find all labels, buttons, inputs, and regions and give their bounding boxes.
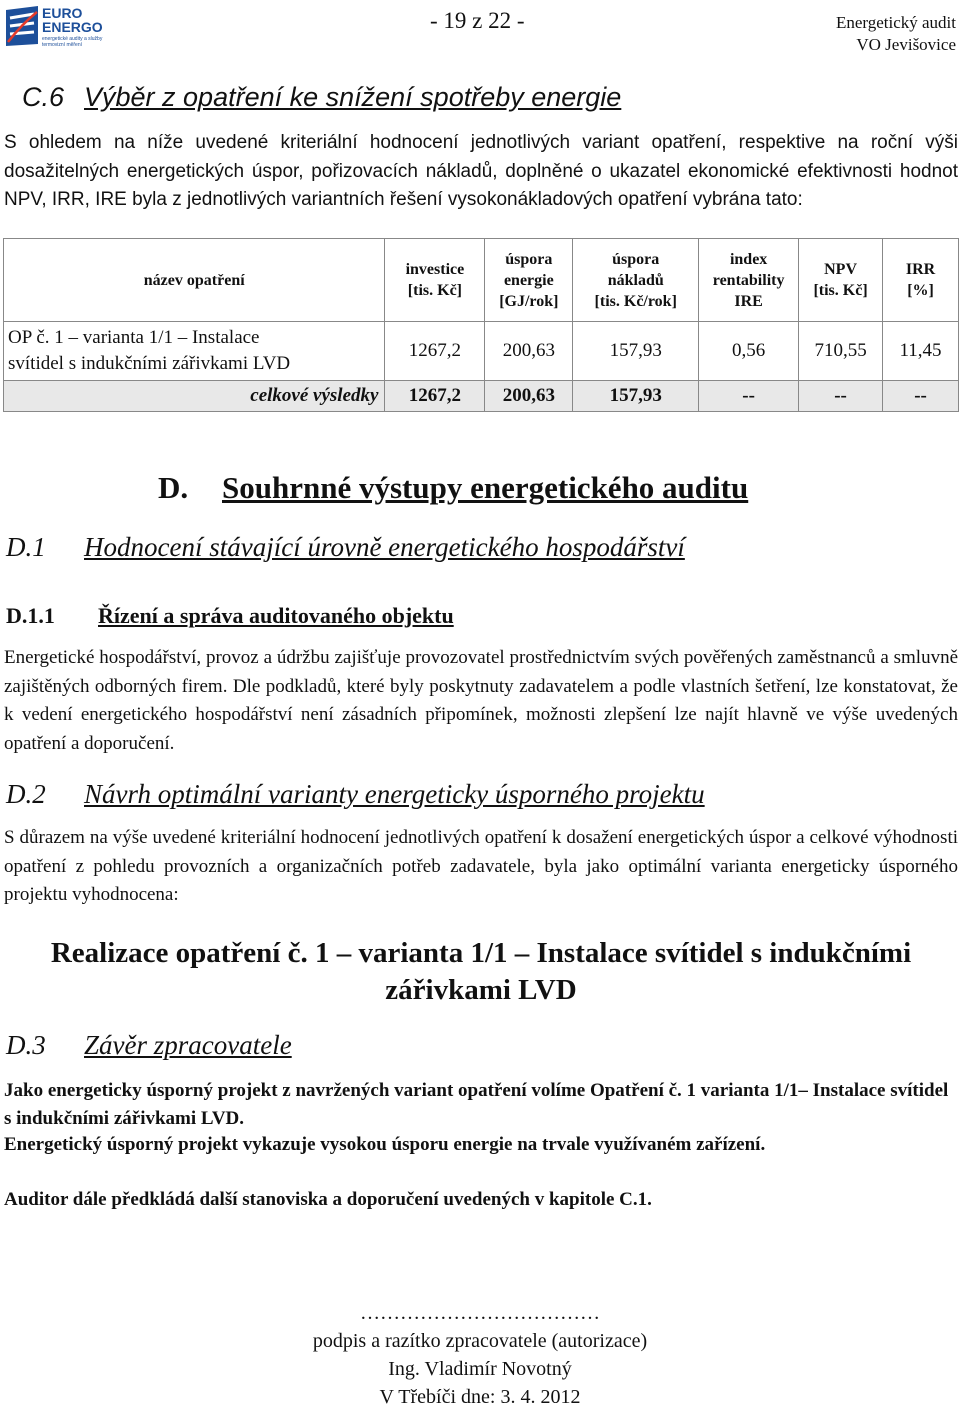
col-header-name: název opatření bbox=[4, 239, 385, 322]
section-title: Výběr z opatření ke snížení spotřeby energie bbox=[84, 82, 622, 112]
section-number: D.2 bbox=[6, 779, 46, 809]
section-number: C.6 bbox=[22, 82, 65, 112]
col-header-irr: IRR [%] bbox=[883, 239, 959, 322]
doc-subject: VO Jevišovice bbox=[856, 35, 956, 54]
d3-paragraph-3: Auditor dále předkládá další stanoviska a doporučení uvedených v kapitole C.1. bbox=[4, 1189, 652, 1210]
d3-paragraph-1: Jako energeticky úsporný projekt z navržených variant opatření volíme Opatření č. 1 varianta 1/1– Instalace svítidel s indukčními zářivkami LVD. bbox=[4, 1080, 949, 1129]
signature-label: podpis a razítko zpracovatele (autorizace) bbox=[312, 1330, 648, 1352]
header-right bbox=[836, 12, 956, 56]
selected-variant-line2: zářivkami LVD bbox=[385, 974, 577, 1006]
section-number: D.3 bbox=[6, 1030, 46, 1060]
section-d11-heading bbox=[6, 603, 454, 629]
total-irr: -- bbox=[883, 381, 959, 412]
selected-variant-line1: Realizace opatření č. 1 – varianta 1/1 – Instalace svítidel s indukčními bbox=[50, 937, 912, 969]
col-header-uspora-energie: úspora energie [GJ/rok] bbox=[485, 239, 573, 322]
section-title: Hodnocení stávající úrovně energetického hospodářství bbox=[84, 532, 685, 562]
table-header-row bbox=[4, 239, 959, 322]
section-c6-paragraph: S ohledem na níže uvedené kriteriální hodnocení jednotlivých variant opatření, respektive na roční výši dosažitelných energetických úspor, pořizovacích nákladů, doplněné o ukazatel ekonomické efektivnosti hodnot NPV, IRR, IRE byla z jednotlivých variantních řešení vysokonákladových opatření vybrána tato: bbox=[4, 132, 958, 210]
page-number: - 19 z 22 - bbox=[430, 8, 525, 33]
total-label: celkové výsledky bbox=[4, 381, 385, 412]
section-d-heading bbox=[158, 470, 748, 506]
cell-ire: 0,56 bbox=[699, 322, 799, 381]
cell-uspora-energie: 200,63 bbox=[485, 322, 573, 381]
selected-variant bbox=[4, 935, 958, 1009]
logo-tagline1: energetické audity a služby bbox=[42, 36, 103, 42]
section-number: D.1 bbox=[6, 532, 46, 562]
logo-line2: ENERGO bbox=[42, 19, 103, 35]
section-d2-heading bbox=[6, 779, 705, 810]
logo-tagline2: termovizní měření bbox=[42, 42, 83, 48]
section-d11-paragraph: Energetické hospodářství, provoz a údržbu zajišťuje provozovatel prostřednictvím svých pověřených zaměstnanců a smluvně zajištěných odborných firem. Dle podkladů, které byly poskytnuty zadavatelem a podle vlastních šetření, lze konstatovat, že k vedení energetického hospodářství není zásadních připomínek, možnosti zlepšení lze najít hlavně ve výše uvedených opatření a doporučení. bbox=[4, 647, 958, 754]
section-c6-heading bbox=[22, 82, 621, 113]
col-header-ire: index rentability IRE bbox=[699, 239, 799, 322]
d3-paragraph-2: Energetický úsporný projekt vykazuje vysokou úsporu energie na trvale využívaném zařízení. bbox=[4, 1134, 766, 1155]
section-number: D. bbox=[158, 470, 189, 505]
section-d1-heading bbox=[6, 532, 685, 563]
euroenergo-logo bbox=[4, 4, 122, 48]
col-header-uspora-nakladu: úspora nákladů [tis. Kč/rok] bbox=[573, 239, 699, 322]
total-investice: 1267,2 bbox=[385, 381, 485, 412]
doc-title: Energetický audit bbox=[835, 13, 956, 32]
col-header-investice: investice [tis. Kč] bbox=[385, 239, 485, 322]
cell-uspora-nakladu: 157,93 bbox=[573, 322, 699, 381]
section-number: D.1.1 bbox=[6, 603, 55, 628]
section-title: Návrh optimální varianty energeticky úsporného projektu bbox=[84, 779, 705, 809]
logo-line1: EURO bbox=[42, 5, 83, 21]
total-uspora-nakladu: 157,93 bbox=[573, 381, 699, 412]
section-title: Řízení a správa auditovaného objektu bbox=[98, 603, 454, 628]
total-npv: -- bbox=[799, 381, 883, 412]
table-row bbox=[4, 322, 959, 381]
cell-investice: 1267,2 bbox=[385, 322, 485, 381]
cell-npv: 710,55 bbox=[799, 322, 883, 381]
cell-irr: 11,45 bbox=[883, 322, 959, 381]
total-uspora-energie: 200,63 bbox=[485, 381, 573, 412]
signature-line: ……………………………… bbox=[360, 1302, 600, 1324]
author-name: Ing. Vladimír Novotný bbox=[388, 1358, 572, 1380]
col-header-npv: NPV [tis. Kč] bbox=[799, 239, 883, 322]
section-d2-paragraph: S důrazem na výše uvedené kriteriální hodnocení jednotlivých opatření k dosažení energetických úspor a celkové výhodnosti opatření z pohledu provozních a organizačních potřeb zadavatele, byla jako optimální varianta energeticky úsporného projektu vyhodnocena: bbox=[4, 827, 958, 905]
section-d3-heading bbox=[6, 1030, 292, 1061]
place-date: V Třebíči dne: 3. 4. 2012 bbox=[379, 1386, 581, 1408]
measures-table bbox=[3, 238, 959, 412]
total-ire: -- bbox=[699, 381, 799, 412]
section-title: Závěr zpracovatele bbox=[84, 1030, 292, 1060]
table-total-row bbox=[4, 381, 959, 412]
section-title: Souhrnné výstupy energetického auditu bbox=[222, 470, 749, 505]
measure-name: OP č. 1 – varianta 1/1 – Instalace svítidel s indukčními zářivkami LVD bbox=[4, 322, 385, 381]
signature-block bbox=[240, 1299, 720, 1411]
